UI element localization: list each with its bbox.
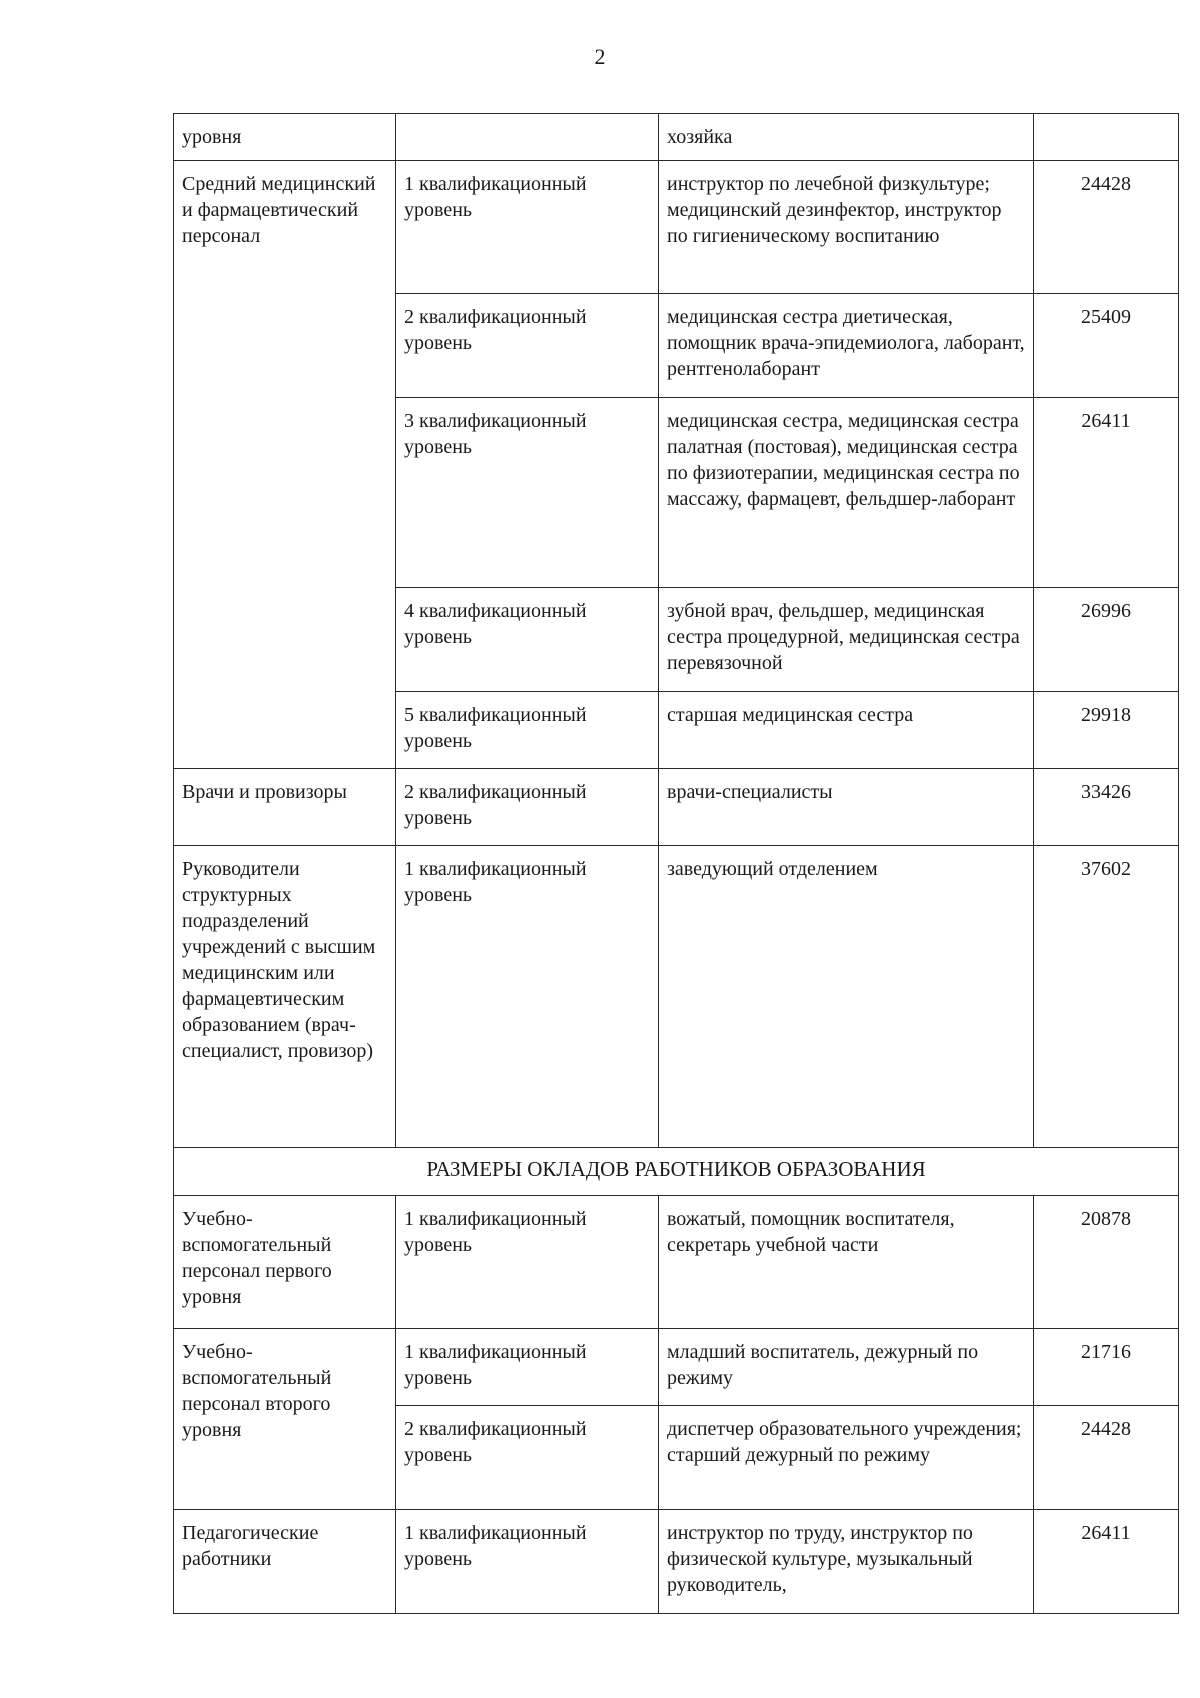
salary-cell: 37602	[1034, 846, 1179, 1148]
level-cell: 1 квалификационный уровень	[396, 1329, 659, 1406]
group-cell: уровня	[174, 114, 396, 161]
level-cell: 3 квалификационный уровень	[396, 398, 659, 588]
positions-cell: заведующий отделением	[659, 846, 1034, 1148]
table-row	[174, 846, 1179, 1148]
section-title-row	[174, 1148, 1179, 1196]
table-row	[174, 1329, 1179, 1406]
group-cell: Средний медицинский и фармацевтический персонал	[174, 161, 396, 769]
page-number: 2	[594, 44, 606, 69]
level-cell	[396, 114, 659, 161]
level-cell: 1 квалификационный уровень	[396, 161, 659, 294]
positions-cell: врачи-специалисты	[659, 769, 1034, 846]
salary-cell: 29918	[1034, 692, 1179, 769]
level-cell: 1 квалификационный уровень	[396, 1510, 659, 1614]
table-row	[174, 1196, 1179, 1329]
positions-cell: хозяйка	[659, 114, 1034, 161]
salary-cell: 24428	[1034, 1406, 1179, 1510]
positions-cell: вожатый, помощник воспитателя, секретарь учебной части	[659, 1196, 1034, 1329]
positions-cell: медицинская сестра, медицинская сестра палатная (постовая), медицинская сестра по физиотерапии, медицинская сестра по массажу, фармацевт, фельдшер-лаборант	[659, 398, 1034, 588]
positions-cell: диспетчер образовательного учреждения; старший дежурный по режиму	[659, 1406, 1034, 1510]
positions-cell: инструктор по труду, инструктор по физической культуре, музыкальный руководитель,	[659, 1510, 1034, 1614]
level-cell: 4 квалификационный уровень	[396, 588, 659, 692]
level-cell: 1 квалификационный уровень	[396, 846, 659, 1148]
positions-cell: медицинская сестра диетическая, помощник врача-эпидемиолога, лаборант, рентгенолаборант	[659, 294, 1034, 398]
level-cell: 2 квалификационный уровень	[396, 1406, 659, 1510]
salary-cell: 24428	[1034, 161, 1179, 294]
education-section-title: РАЗМЕРЫ ОКЛАДОВ РАБОТНИКОВ ОБРАЗОВАНИЯ	[174, 1148, 1179, 1196]
positions-cell: зубной врач, фельдшер, медицинская сестра процедурной, медицинская сестра перевязочной	[659, 588, 1034, 692]
positions-cell: младший воспитатель, дежурный по режиму	[659, 1329, 1034, 1406]
table-row	[174, 161, 1179, 294]
salary-cell: 25409	[1034, 294, 1179, 398]
salary-table	[173, 113, 1179, 1614]
salary-cell	[1034, 114, 1179, 161]
salary-cell: 33426	[1034, 769, 1179, 846]
level-cell: 5 квалификационный уровень	[396, 692, 659, 769]
table-row	[174, 769, 1179, 846]
group-cell: Педагогические работники	[174, 1510, 396, 1614]
level-cell: 2 квалификационный уровень	[396, 294, 659, 398]
table-row	[174, 114, 1179, 161]
salary-cell: 26411	[1034, 1510, 1179, 1614]
salary-cell: 20878	[1034, 1196, 1179, 1329]
group-cell: Учебно-вспомогательный персонал второго уровня	[174, 1329, 396, 1510]
salary-cell: 26411	[1034, 398, 1179, 588]
table-row	[174, 1510, 1179, 1614]
positions-cell: инструктор по лечебной физкультуре; медицинский дезинфектор, инструктор по гигиеническому воспитанию	[659, 161, 1034, 294]
salary-cell: 21716	[1034, 1329, 1179, 1406]
group-cell: Руководители структурных подразделений учреждений с высшим медицинским или фармацевтическим образованием (врач-специалист, провизор)	[174, 846, 396, 1148]
level-cell: 1 квалификационный уровень	[396, 1196, 659, 1329]
group-cell: Врачи и провизоры	[174, 769, 396, 846]
positions-cell: старшая медицинская сестра	[659, 692, 1034, 769]
level-cell: 2 квалификационный уровень	[396, 769, 659, 846]
group-cell: Учебно-вспомогательный персонал первого уровня	[174, 1196, 396, 1329]
salary-cell: 26996	[1034, 588, 1179, 692]
